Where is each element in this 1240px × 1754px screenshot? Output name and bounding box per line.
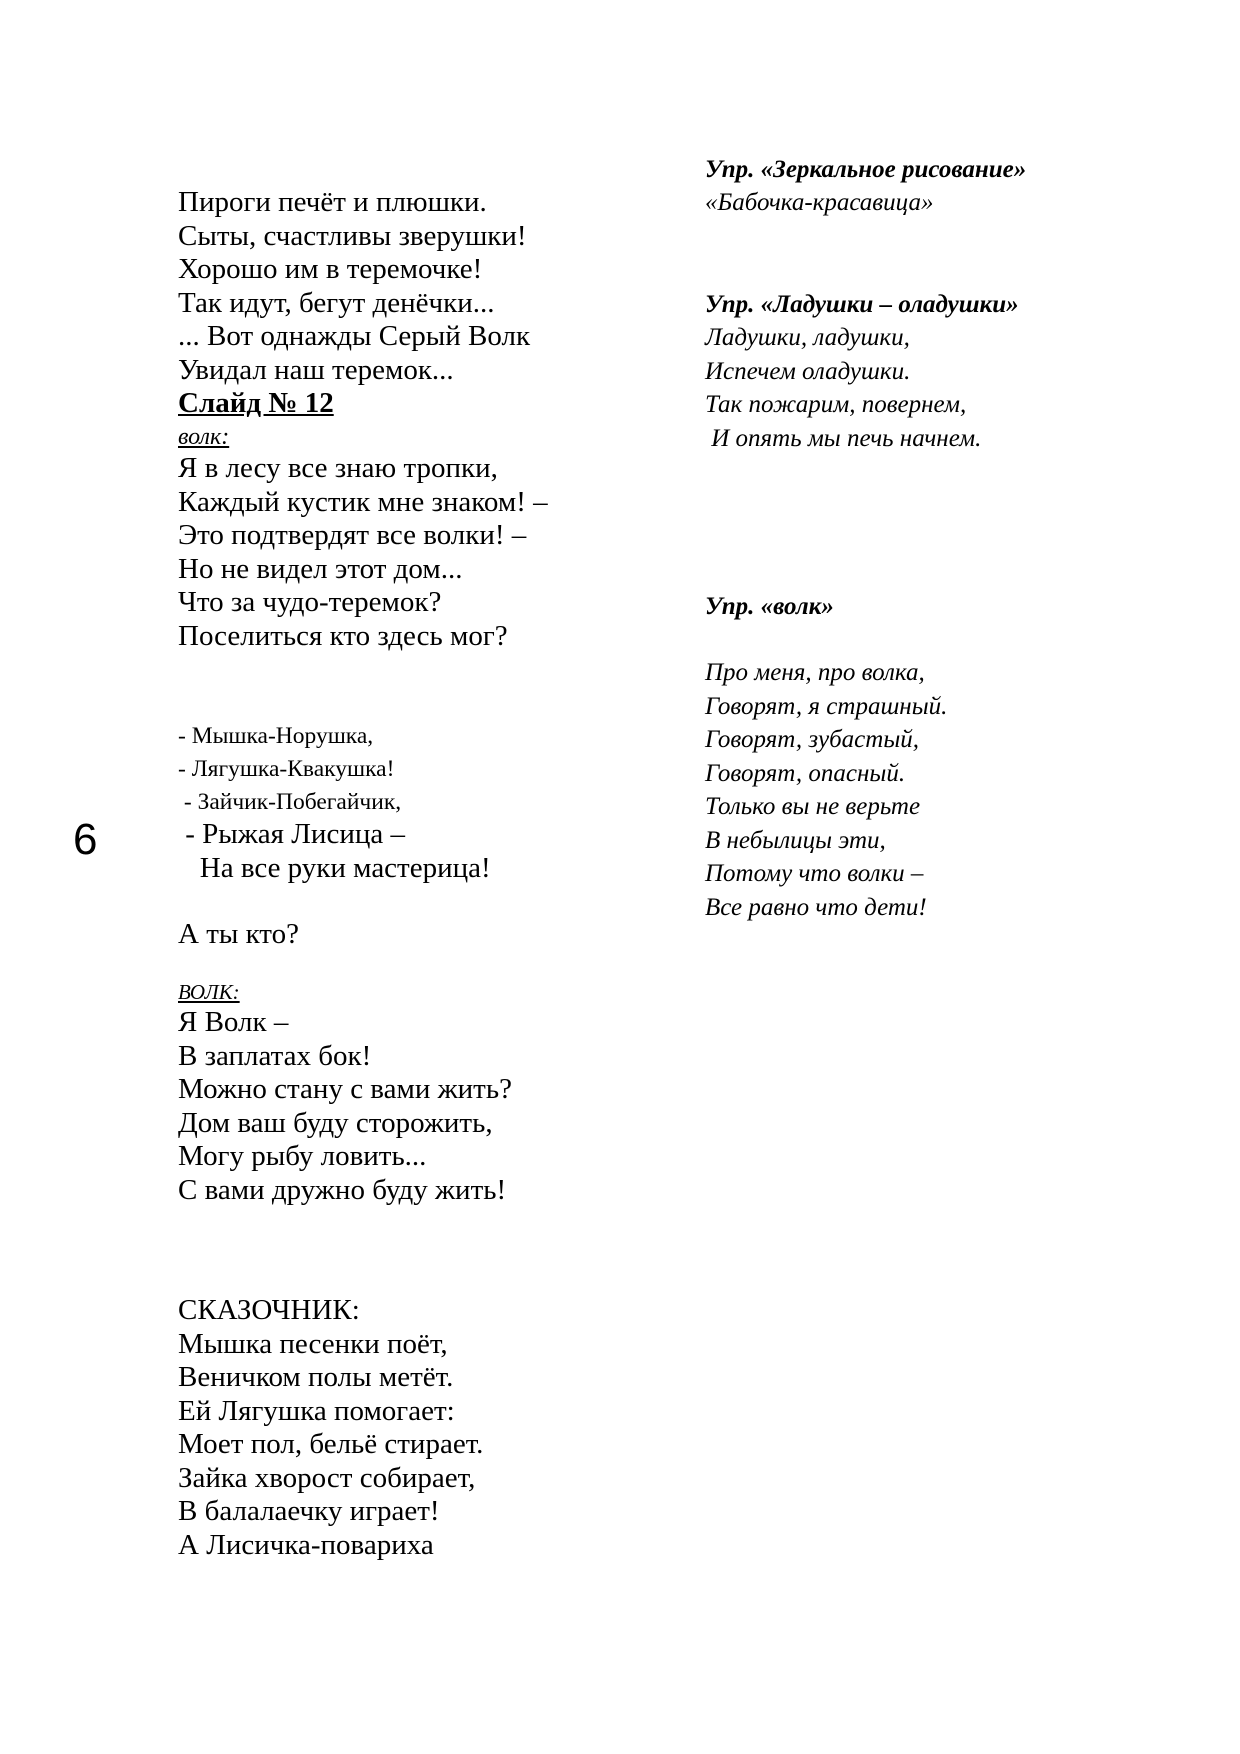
verse-line: Поселиться кто здесь мог? xyxy=(178,619,508,652)
verse-block-4 xyxy=(178,1006,512,1207)
verse-line: Можно стану с вами жить? xyxy=(178,1073,512,1105)
role-label-wolf-2-wrap xyxy=(178,980,240,1005)
verse-line: Веничком полы метёт. xyxy=(178,1361,454,1393)
verse-line: ... Вот однажды Серый Волк xyxy=(178,320,531,352)
page-number: 6 xyxy=(73,815,98,864)
verse-line: В заплатах бок! xyxy=(178,1039,372,1072)
verse-line: - Мышка-Норушка, xyxy=(178,723,374,749)
verse-line: Могу рыбу ловить... xyxy=(178,1140,427,1172)
verse-line: Увидал наш теремок... xyxy=(178,353,454,386)
verse-block-1 xyxy=(178,186,530,454)
verse-line: Я в лесу все знаю тропки, xyxy=(178,452,498,484)
verse-line: Дом ваш буду сторожить, xyxy=(178,1106,493,1139)
exercise-line: Ладушки, ладушки, xyxy=(705,324,910,351)
verse-block-3 xyxy=(178,720,401,819)
exercise-line: Все равно что дети! xyxy=(705,893,927,921)
exercise-subtitle: «Бабочка-красавица» xyxy=(705,189,934,216)
exercise-line: Про меня, про волка, xyxy=(705,659,925,686)
verse-line: Моет пол, бельё стирает. xyxy=(178,1428,484,1460)
verse-line: - Рыжая Лисица – xyxy=(178,818,405,850)
verse-line: Зайка хворост собирает, xyxy=(178,1461,476,1494)
exercise-line: Говорят, опасный. xyxy=(705,759,906,787)
exercise-line: Говорят, зубастый, xyxy=(705,726,920,753)
verse-line: Сыты, счастливы зверушки! xyxy=(178,219,527,252)
exercise-line: Потому что волки – xyxy=(705,860,924,887)
verse-line: А Лисичка-повариха xyxy=(178,1528,434,1561)
exercise-2 xyxy=(705,288,1019,455)
narrator-label: СКАЗОЧНИК: xyxy=(178,1294,360,1326)
verse-line: С вами дружно буду жить! xyxy=(178,1173,507,1206)
question-line xyxy=(178,918,299,952)
verse-line: Но не видел этот дом... xyxy=(178,552,463,585)
exercise-1 xyxy=(705,153,1026,220)
exercise-3-verse xyxy=(705,656,947,924)
exercise-line: Испечем оладушки. xyxy=(705,357,911,385)
verse-block-3b xyxy=(178,818,491,885)
verse-block-2 xyxy=(178,452,548,653)
verse-line: Что за чудо-теремок? xyxy=(178,586,442,618)
exercise-line: Так пожарим, повернем, xyxy=(705,391,967,418)
verse-line: Так идут, бегут денёчки... xyxy=(178,286,495,319)
verse-line: Ей Лягушка помогает: xyxy=(178,1394,455,1427)
exercise-title: Упр. «волк» xyxy=(705,593,834,620)
role-label-wolf-2: ВОЛК: xyxy=(178,980,240,1004)
exercise-line: Только вы не верьте xyxy=(705,793,921,820)
verse-line: А ты кто? xyxy=(178,918,299,950)
verse-line: Я Волк – xyxy=(178,1006,289,1038)
exercise-3 xyxy=(705,590,834,623)
exercise-title: Упр. «Зеркальное рисование» xyxy=(705,156,1027,183)
role-label-wolf: волк: xyxy=(178,423,230,450)
verse-line: - Лягушка-Квакушка! xyxy=(178,756,395,782)
verse-line: На все руки мастерица! xyxy=(178,851,491,884)
verse-line: В балалаечку играет! xyxy=(178,1495,440,1527)
verse-block-5 xyxy=(178,1294,483,1562)
exercise-line: И опять мы печь начнем. xyxy=(705,424,982,452)
exercise-title: Упр. «Ладушки – оладушки» xyxy=(705,291,1019,318)
verse-line: Это подтвердят все волки! – xyxy=(178,519,527,551)
verse-line: - Зайчик-Побегайчик, xyxy=(178,789,402,815)
verse-line: Пироги печёт и плюшки. xyxy=(178,186,487,218)
slide-label: Слайд № 12 xyxy=(178,387,334,419)
verse-line: Каждый кустик мне знаком! – xyxy=(178,485,548,518)
exercise-line: В небылицы эти, xyxy=(705,826,886,854)
verse-line: Мышка песенки поёт, xyxy=(178,1327,448,1360)
verse-line: Хорошо им в теремочке! xyxy=(178,253,483,285)
exercise-line: Говорят, я страшный. xyxy=(705,692,948,720)
